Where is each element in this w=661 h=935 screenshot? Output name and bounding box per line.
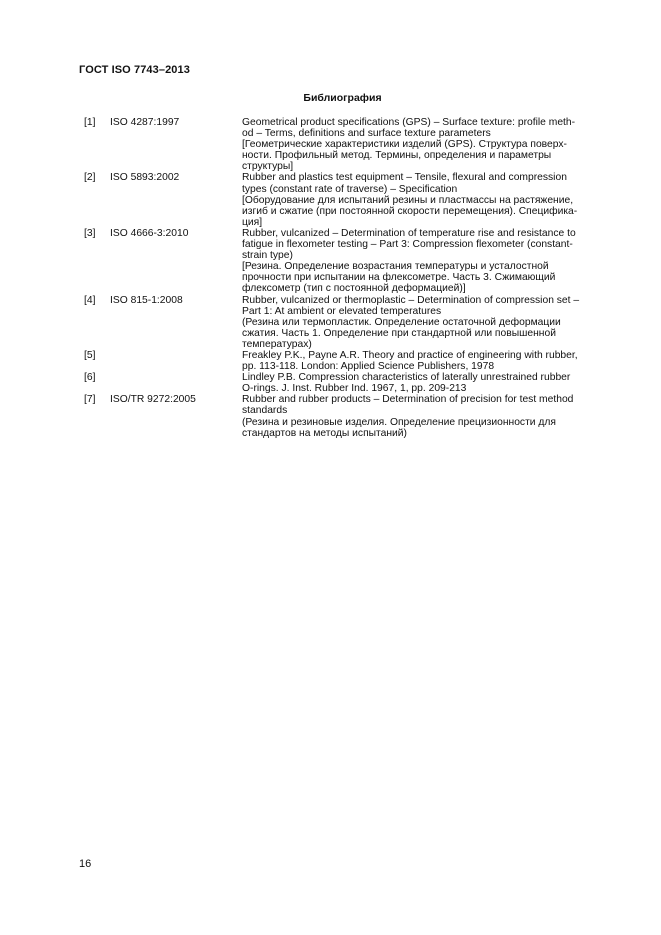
entry-text-line: O-rings. J. Inst. Rubber Ind. 1967, 1, pp. 209-213 <box>242 383 467 395</box>
entry-text-line: Geometrical product specifications (GPS) – Surface texture: profile meth- <box>242 117 576 128</box>
bibliography-title: Библиография <box>303 92 382 104</box>
entry-text-line: ция] <box>242 216 263 228</box>
bibliography-entry <box>84 295 610 350</box>
entry-standard-code: ISO/TR 9272:2005 <box>110 394 196 406</box>
entry-text-line: types (constant rate of traverse) – Specification <box>242 183 458 195</box>
entry-text-line: стандартов на методы испытаний) <box>242 427 407 439</box>
entry-text <box>242 372 608 394</box>
entry-text-line: Freakley P.K., Payne A.R. Theory and practice of engineering with rubber, <box>242 349 578 361</box>
entry-text-line: Part 1: At ambient or elevated temperatures <box>242 305 442 317</box>
entry-number: [1] <box>84 117 96 128</box>
entry-number: [3] <box>84 227 96 239</box>
entry-text-line: [Резина. Определение возрастания температуры и усталостной <box>242 261 549 273</box>
entry-text-line: pp. 113-118. London: Applied Science Publishers, 1978 <box>242 361 495 373</box>
bibliography-entry <box>84 350 610 372</box>
entry-number: [4] <box>84 294 96 306</box>
bibliography-entry <box>84 372 610 394</box>
entry-text-line: strain type) <box>242 250 293 262</box>
entry-text <box>242 295 608 350</box>
entry-text-line: Rubber, vulcanized or thermoplastic – Determination of compression set – <box>242 294 580 306</box>
entry-number: [7] <box>84 394 96 406</box>
entry-standard-code: ISO 815-1:2008 <box>110 294 183 306</box>
entry-text-line: структуры] <box>242 161 294 173</box>
entry-text-line: Rubber and rubber products – Determination of precision for test method <box>242 394 574 406</box>
entry-text-line: Rubber and plastics test equipment – Tensile, flexural and compression <box>242 172 567 184</box>
page-number: 16 <box>79 858 92 870</box>
entry-text-line: (Резина и резиновые изделия. Определение прецизионности для <box>242 416 556 428</box>
bibliography-entry <box>84 228 610 295</box>
entry-text-line: od – Terms, definitions and surface texture parameters <box>242 128 491 140</box>
entry-text-line: сжатия. Часть 1. Определение при стандартной или повышенной <box>242 327 556 339</box>
entry-text-line: [Оборудование для испытаний резины и пластмассы на растяжение, <box>242 194 574 206</box>
entry-text <box>242 394 608 438</box>
entry-number: [6] <box>84 372 96 384</box>
entry-text-line: изгиб и сжатие (при постоянной скорости перемещения). Специфика- <box>242 205 578 217</box>
entry-text-line: Lindley P.B. Compression characteristics of laterally unrestrained rubber <box>242 372 571 384</box>
standard-designation: ГОСТ ISO 7743–2013 <box>79 64 190 76</box>
bibliography-entry <box>84 394 610 438</box>
entry-number: [5] <box>84 349 96 361</box>
entry-text-line: standards <box>242 405 288 417</box>
entry-text <box>242 172 608 227</box>
entry-text-line: ности. Профильный метод. Термины, определения и параметры <box>242 150 552 162</box>
entry-text <box>242 350 608 372</box>
entry-text-line: (Резина или термопластик. Определение остаточной деформации <box>242 316 561 328</box>
entry-standard-code: ISO 5893:2002 <box>110 172 180 184</box>
entry-text <box>242 117 608 172</box>
bibliography-entry <box>84 172 610 227</box>
entry-text-line: Rubber, vulcanized – Determination of temperature rise and resistance to <box>242 227 576 239</box>
entry-standard-code: ISO 4666-3:2010 <box>110 227 189 239</box>
entry-text-line: [Геометрические характеристики изделий (GPS). Структура поверх- <box>242 139 567 151</box>
entry-text-line: температурах) <box>242 338 312 350</box>
bibliography-list <box>84 117 610 439</box>
entry-standard-code: ISO 4287:1997 <box>110 117 180 128</box>
entry-text-line: прочности при испытании на флексометре. Часть 3. Сжимающий <box>242 272 556 284</box>
entry-number: [2] <box>84 172 96 184</box>
bibliography-entry <box>84 117 610 172</box>
entry-text-line: fatigue in flexometer testing – Part 3: Compression flexometer (constant- <box>242 239 573 251</box>
entry-text-line: флексометр (тип с постоянной деформацией)] <box>242 283 466 295</box>
entry-text <box>242 228 608 295</box>
section-title-wrapper <box>0 92 661 104</box>
